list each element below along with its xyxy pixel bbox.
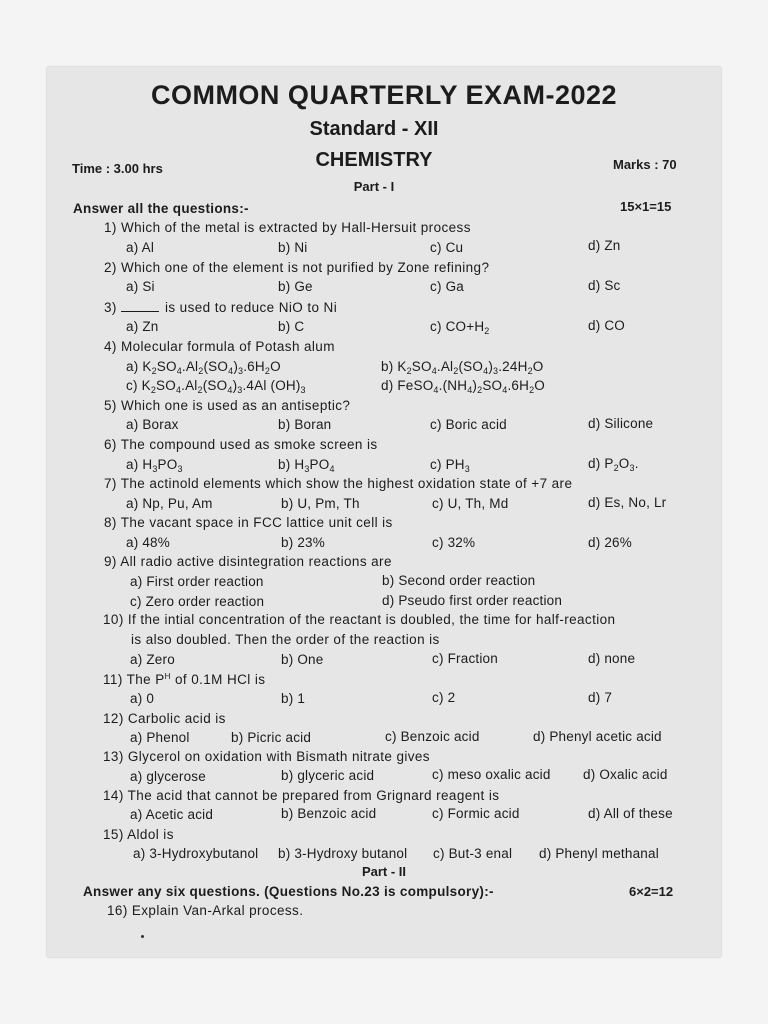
question-8: 8) The vacant space in FCC lattice unit cell is [104,515,393,530]
question-5: 5) Which one is used as an antiseptic? [104,398,351,413]
q15-option-c: c) But-3 enal [433,846,513,861]
q10-option-a: a) Zero [130,652,175,667]
q9-option-c: c) Zero order reaction [130,594,265,609]
q10-option-c: c) Fraction [432,651,498,666]
part-two-label: Part - II [361,864,407,879]
q11-option-b: b) 1 [281,691,306,706]
question-2: 2) Which one of the element is not purified by Zone refining? [104,260,490,275]
q3-option-d: d) CO [588,318,626,333]
q14-option-d: d) All of these [588,806,673,821]
q5-option-b: b) Boran [278,417,332,432]
q13-option-c: c) meso oxalic acid [432,767,551,782]
q2-option-c: c) Ga [430,279,465,294]
q11-option-a: a) 0 [130,691,155,706]
q4-option-c: c) $K_2SO_4.Al_2(SO_4)_3.4Al$ $(OH)_3$ [126,378,306,395]
q13-option-d: d) Oxalic acid [583,767,668,782]
q13-option-b: b) glyceric acid [281,768,375,783]
q13-option-a: a) glycerose [130,769,206,784]
q9-option-a: a) First order reaction [130,574,264,589]
q2-option-b: b) Ge [278,279,313,294]
q8-option-d: d) 26% [588,535,632,550]
q6-option-d: d) $P_2O_3$. [588,456,639,473]
question-7: 7) The actinold elements which show the highest oxidation state of +7 are [104,476,573,491]
question-10-continued: is also doubled. Then the order of the reaction is [131,632,440,647]
q14-option-c: c) Formic acid [432,806,520,821]
q4-option-b: b) $K_2SO_4.Al_2(SO_4)_3.24H_2O$ [381,359,544,376]
q8-option-c: c) 32% [432,535,476,550]
ink-dot [141,935,144,938]
q12-option-d: d) Phenyl acetic acid [533,729,662,744]
question-6: 6) The compound used as smoke screen is [104,437,378,452]
q7-option-c: c) U, Th, Md [432,496,509,511]
exam-title: COMMON QUARTERLY EXAM-2022 [150,80,618,110]
q4-option-a: a) $K_2SO_4.Al_2(SO_4)_3.6H_2O$ [126,359,281,376]
q2-option-d: d) Sc [588,278,621,293]
q10-option-d: d) none [588,651,636,666]
q9-option-d: d) Pseudo first order reaction [382,593,563,608]
q7-option-a: a) Np, Pu, Am [126,496,213,511]
part-two-instruction: Answer any six questions. (Questions No.23 is compulsory):- [83,884,494,899]
marks-label: Marks : 70 [613,157,677,172]
q15-option-a: a) 3-Hydroxybutanol [133,846,259,861]
q7-option-b: b) U, Pm, Th [281,496,360,511]
q1-option-d: d) Zn [588,238,621,253]
q12-option-a: a) Phenol [130,730,190,745]
q11-option-d: d) 7 [588,690,613,705]
q1-option-c: c) Cu [430,240,464,255]
question-9: 9) All radio active disintegration reactions are [104,554,392,569]
part-one-instruction: Answer all the questions:- [73,201,249,216]
q2-option-a: a) Si [126,279,155,294]
part-two-marks: 6×2=12 [629,884,674,899]
q5-option-d: d) Silicone [588,416,654,431]
q3-option-a: a) Zn [126,319,159,334]
q1-option-b: b) Ni [278,240,308,255]
q7-option-d: d) Es, No, Lr [588,495,667,510]
part-one-label: Part - I [353,179,395,194]
time-label: Time : 3.00 hrs [72,161,163,176]
part-one-marks: 15×1=15 [620,199,672,214]
subject-heading: CHEMISTRY [315,149,433,171]
q3-option-b: b) C [278,319,305,334]
question-11: 11) The $P^H$ of 0.1M HCl is [103,672,266,687]
q14-option-b: b) Benzoic acid [281,806,377,821]
q9-option-b: b) Second order reaction [382,573,536,588]
q5-option-c: c) Boric acid [430,417,507,432]
question-16: 16) Explain Van-Arkal process. [107,903,304,918]
question-4: 4) Molecular formula of Potash alum [104,339,335,354]
q5-option-a: a) Borax [126,417,179,432]
q6-option-a: a) $H_3PO_3$ [126,457,183,474]
q4-option-d: d) $FeSO_4.(NH_4)_2SO_4.6H_2O$ [381,378,545,395]
q1-option-a: a) Al [126,240,155,255]
q15-option-d: d) Phenyl methanal [539,846,659,861]
q10-option-b: b) One [281,652,324,667]
q3-option-c: c) $CO+H_2$ [430,319,490,336]
q6-option-c: c) $PH_3$ [430,457,470,474]
question-10: 10) If the intial concentration of the reactant is doubled, the time for half-reaction [103,612,616,627]
q8-option-a: a) 48% [126,535,170,550]
question-14: 14) The acid that cannot be prepared from Grignard reagent is [103,788,500,803]
exam-paper [47,67,721,957]
q12-option-b: b) Picric acid [231,730,312,745]
question-13: 13) Glycerol on oxidation with Bismath nitrate gives [103,749,430,764]
question-15: 15) Aldol is [103,827,174,842]
q12-option-c: c) Benzoic acid [385,729,480,744]
q15-option-b: b) 3-Hydroxy butanol [278,846,408,861]
answer-blank [121,299,159,312]
q14-option-a: a) Acetic acid [130,807,214,822]
q6-option-b: b) $H_3PO_4$ [278,457,335,474]
question-1: 1) Which of the metal is extracted by Hall-Hersuit process [104,220,471,235]
q8-option-b: b) 23% [281,535,325,550]
q11-option-c: c) 2 [432,690,456,705]
question-3: 3) is used to reduce NiO to Ni [104,300,338,315]
standard-heading: Standard - XII [309,118,439,140]
question-12: 12) Carbolic acid is [103,711,226,726]
